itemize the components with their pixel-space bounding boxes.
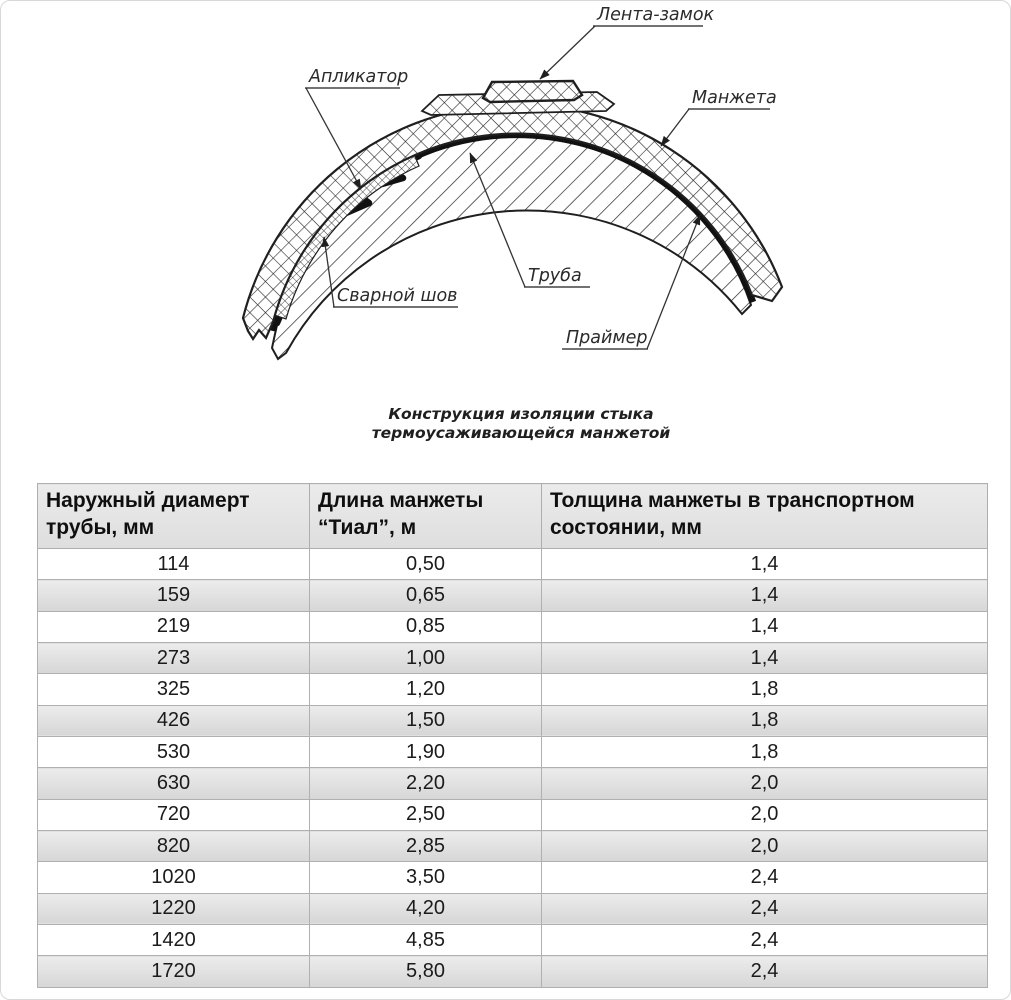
table-cell: 1,90 <box>310 737 542 768</box>
table-row <box>38 737 988 768</box>
spec-table-body <box>38 549 988 988</box>
table-row <box>38 611 988 642</box>
table-row <box>38 549 988 580</box>
table-row <box>38 956 988 987</box>
joint-insulation-diagram <box>1 1 1011 461</box>
table-cell: 2,50 <box>310 799 542 830</box>
label-lock <box>540 5 715 79</box>
table-cell: 1,4 <box>542 580 988 611</box>
table-cell: 219 <box>38 611 310 642</box>
sleeve-spec-table <box>37 483 988 988</box>
table-cell: 1,8 <box>542 674 988 705</box>
label-weld-text: Сварной шов <box>337 286 458 306</box>
lock-strip-shape <box>483 81 582 102</box>
table-cell: 426 <box>38 705 310 736</box>
table-row <box>38 893 988 924</box>
table-row <box>38 862 988 893</box>
table-cell: 2,4 <box>542 925 988 956</box>
table-row <box>38 643 988 674</box>
table-cell: 1020 <box>38 862 310 893</box>
table-cell: 1,8 <box>542 737 988 768</box>
column-header-2: Длина манжеты “Тиал”, м <box>310 484 542 549</box>
table-cell: 2,4 <box>542 893 988 924</box>
table-cell: 2,0 <box>542 831 988 862</box>
table-cell: 159 <box>38 580 310 611</box>
table-cell: 630 <box>38 768 310 799</box>
figure-caption <box>31 405 1011 443</box>
table-row <box>38 705 988 736</box>
figure-caption-line1: Конструкция изоляции стыка <box>388 405 654 423</box>
label-pipe-text: Труба <box>528 266 582 286</box>
table-row <box>38 580 988 611</box>
table-cell: 273 <box>38 643 310 674</box>
table-cell: 1220 <box>38 893 310 924</box>
table-cell: 0,65 <box>310 580 542 611</box>
table-cell: 4,85 <box>310 925 542 956</box>
table-cell: 114 <box>38 549 310 580</box>
table-cell: 1420 <box>38 925 310 956</box>
label-sleeve-text: Манжета <box>692 88 777 108</box>
table-row <box>38 925 988 956</box>
table-cell: 1,50 <box>310 705 542 736</box>
table-cell: 0,85 <box>310 611 542 642</box>
table-cell: 1,4 <box>542 643 988 674</box>
table-row <box>38 768 988 799</box>
table-cell: 1720 <box>38 956 310 987</box>
table-cell: 325 <box>38 674 310 705</box>
table-cell: 2,0 <box>542 768 988 799</box>
figure-caption-line2: термоусаживающейся манжетой <box>371 424 671 442</box>
table-cell: 3,50 <box>310 862 542 893</box>
column-header-3: Толщина манжеты в транспортном состоянии, мм <box>542 484 988 549</box>
table-cell: 1,8 <box>542 705 988 736</box>
label-lock-text: Лента-замок <box>597 5 715 25</box>
table-cell: 2,4 <box>542 862 988 893</box>
table-cell: 2,20 <box>310 768 542 799</box>
table-cell: 820 <box>38 831 310 862</box>
table-cell: 5,80 <box>310 956 542 987</box>
table-cell: 530 <box>38 737 310 768</box>
table-cell: 2,4 <box>542 956 988 987</box>
label-sleeve-leader <box>661 109 689 146</box>
table-cell: 2,85 <box>310 831 542 862</box>
table-cell: 0,50 <box>310 549 542 580</box>
table-cell: 1,4 <box>542 549 988 580</box>
label-lock-leader <box>540 26 595 79</box>
column-header-1: Наружный диамерт трубы, мм <box>38 484 310 549</box>
table-row <box>38 831 988 862</box>
label-primer-text: Праймер <box>566 328 648 348</box>
label-applicator-text: Апликатор <box>309 67 409 87</box>
table-cell: 4,20 <box>310 893 542 924</box>
table-cell: 1,00 <box>310 643 542 674</box>
table-header-row <box>38 484 988 549</box>
table-cell: 1,20 <box>310 674 542 705</box>
table-row <box>38 674 988 705</box>
table-cell: 2,0 <box>542 799 988 830</box>
table-cell: 720 <box>38 799 310 830</box>
table-row <box>38 799 988 830</box>
label-sleeve <box>661 88 777 146</box>
table-cell: 1,4 <box>542 611 988 642</box>
